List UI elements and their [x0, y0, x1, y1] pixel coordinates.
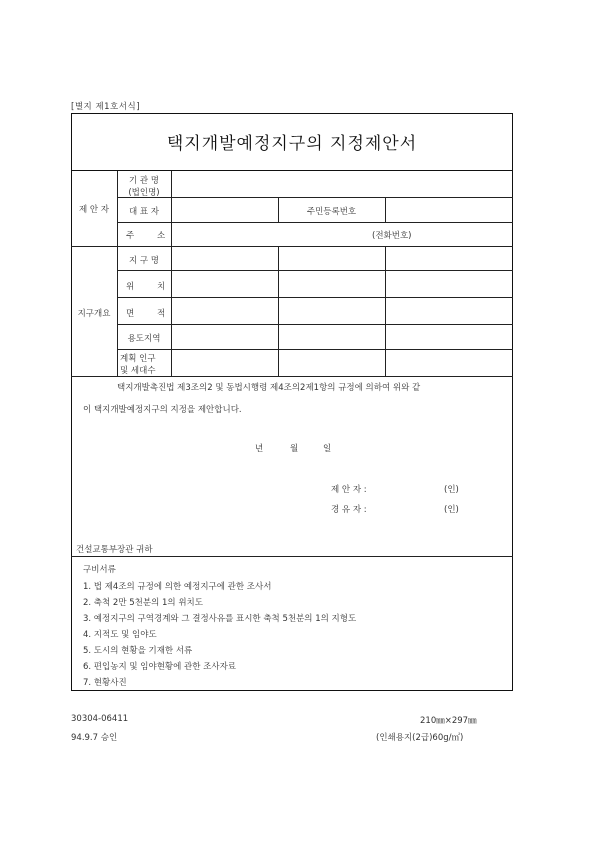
district-name-label: 지 구 명 [128, 256, 160, 266]
list-item: 6. 편입농지 및 임야현황에 관한 조사자료 [83, 662, 236, 672]
col-divider [278, 246, 279, 376]
list-item: 7. 현황사진 [83, 678, 127, 688]
representative-label: 대 표 자 [128, 207, 160, 217]
via-sign-label: 경 유 자 : [331, 505, 367, 515]
attachments-heading: 구비서류 [83, 565, 116, 575]
date-day: 일 [323, 444, 332, 454]
list-item: 4. 지적도 및 임야도 [83, 630, 157, 640]
proposer-seal: (인) [444, 485, 459, 495]
resident-id-label: 주민등록번호 [306, 207, 357, 217]
section-divider [71, 556, 513, 557]
paper-spec: (인쇄용지(2급)60g/㎡) [376, 733, 464, 743]
location-label-1: 위 [126, 282, 135, 292]
col-divider [385, 197, 386, 222]
row-divider [117, 270, 513, 271]
location-label-2: 치 [157, 282, 166, 292]
row-divider [117, 297, 513, 298]
list-item: 1. 법 제4조의 규정에 의한 예정지구에 관한 조사서 [83, 582, 272, 592]
row-divider [117, 324, 513, 325]
statement-line-2: 이 택지개발예정지구의 지정을 제안합니다. [83, 405, 242, 415]
zoning-label: 용도지역 [127, 334, 161, 344]
addressee: 건설교통부장관 귀하 [76, 545, 153, 555]
row-divider [117, 349, 513, 350]
paper-size: 210㎜×297㎜ [420, 716, 477, 726]
proposer-sign-label: 제 안 자 : [331, 485, 367, 495]
col-divider [385, 246, 386, 376]
address-label-1: 주 [126, 231, 135, 241]
statement-line-1: 택지개발촉진법 제3조의2 및 동법시행령 제4조의2제1항의 규정에 의하여 위와 같 [117, 383, 421, 393]
org-name-sub-label: (법인명) [128, 188, 160, 198]
row-divider [117, 222, 513, 223]
plan-households-label: 및 세대수 [120, 366, 156, 376]
area-label-1: 면 [126, 309, 135, 319]
label-divider [171, 171, 172, 376]
group-divider [117, 171, 118, 376]
via-seal: (인) [444, 505, 459, 515]
date-month: 월 [290, 444, 299, 454]
district-group-label: 지구개요 [77, 309, 111, 319]
org-name-label: 기 관 명 [128, 176, 160, 186]
form-number-label: [별지 제1호서식] [71, 102, 141, 112]
approval-date: 94.9.7 승인 [71, 733, 118, 743]
section-divider [71, 376, 513, 377]
row-divider [117, 197, 513, 198]
section-divider [71, 246, 513, 247]
list-item: 2. 축척 2만 5천분의 1의 위치도 [83, 598, 203, 608]
form-code: 30304-06411 [71, 714, 129, 724]
page-title: 택지개발예정지구의 지정제안서 [71, 113, 513, 171]
phone-label: (전화번호) [372, 231, 412, 241]
plan-population-label: 계획 인구 [120, 354, 156, 364]
proposer-group-label: 제 안 자 [78, 205, 110, 215]
date-year: 년 [255, 444, 264, 454]
address-label-2: 소 [157, 231, 166, 241]
area-label-2: 적 [157, 309, 166, 319]
list-item: 5. 도시의 현황을 기재한 서류 [83, 646, 193, 656]
list-item: 3. 예정지구의 구역경계와 그 결정사유를 표시한 축척 5천분의 1의 지형도 [83, 614, 357, 624]
